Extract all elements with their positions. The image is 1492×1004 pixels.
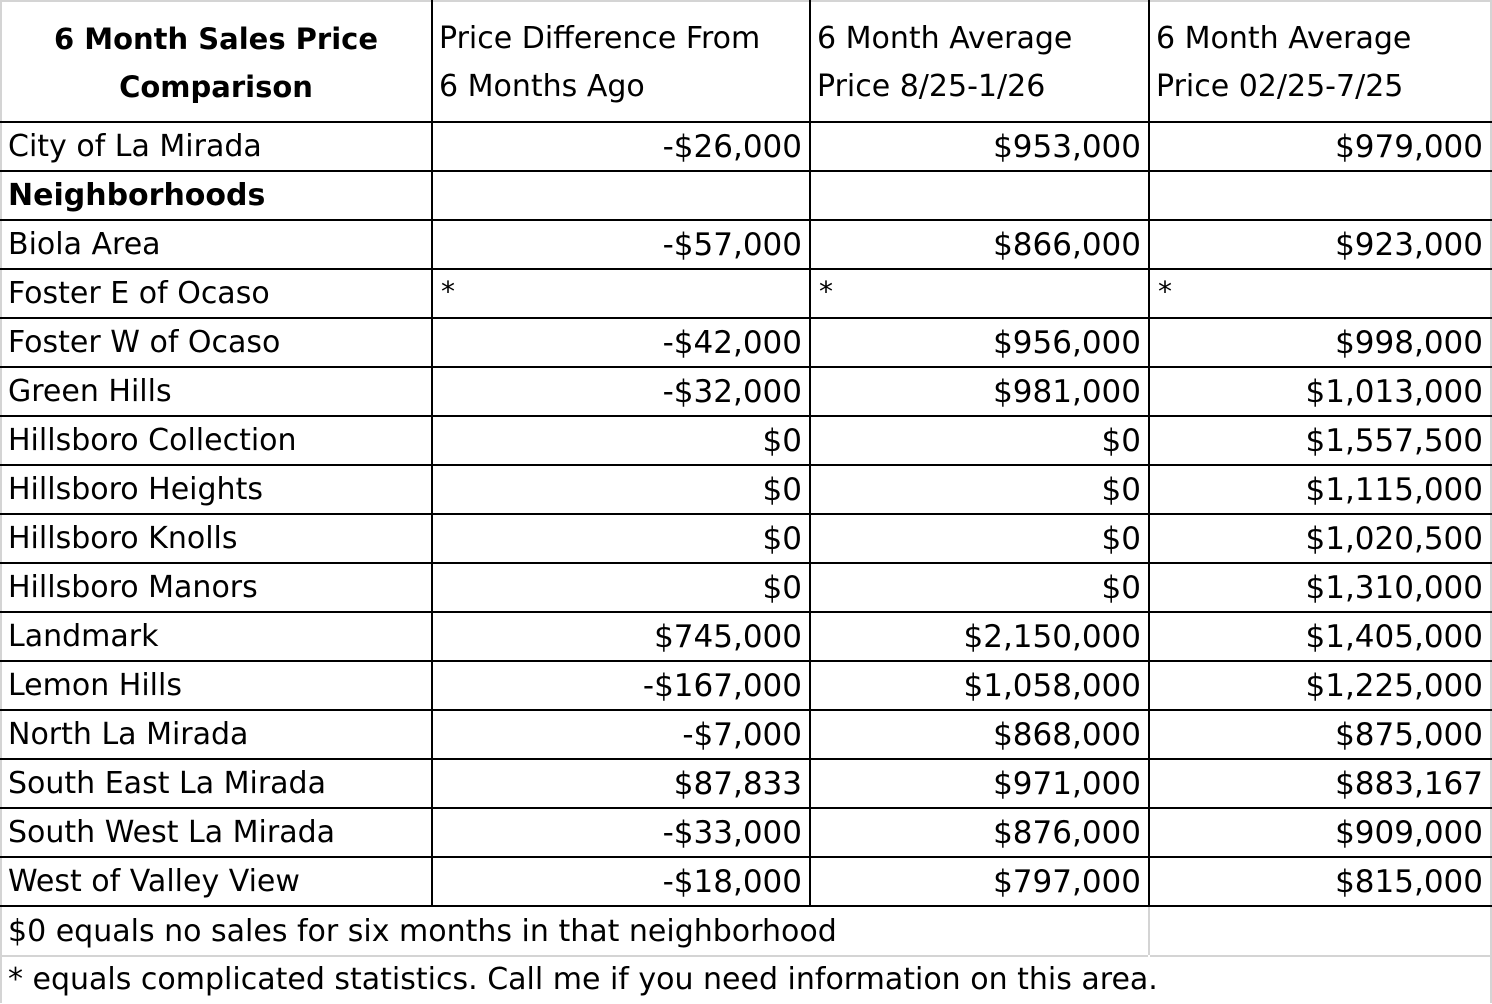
price-difference-cell: * — [441, 275, 455, 308]
price-difference-cell: -$7,000 — [682, 717, 802, 753]
row-divider — [0, 856, 1492, 858]
header-average-prior-line2: Price 02/25-7/25 — [1156, 69, 1404, 104]
neighborhood-name: South West La Mirada — [8, 815, 336, 850]
average-prior-cell: $1,225,000 — [1305, 668, 1483, 704]
average-recent-cell: * — [819, 275, 833, 308]
column-divider — [809, 0, 811, 907]
neighborhood-name: City of La Mirada — [8, 129, 262, 164]
price-difference-cell: $0 — [762, 472, 802, 508]
average-recent-cell: $956,000 — [993, 325, 1141, 361]
column-divider — [1148, 907, 1150, 955]
neighborhood-name: Hillsboro Collection — [8, 423, 297, 458]
average-prior-cell: $875,000 — [1335, 717, 1483, 753]
header-price-difference-line2: 6 Months Ago — [439, 69, 645, 104]
header-average-recent-line2: Price 8/25-1/26 — [817, 69, 1046, 104]
row-divider — [0, 0, 1492, 2]
price-difference-cell: $745,000 — [654, 619, 802, 655]
row-divider — [0, 317, 1492, 319]
average-recent-cell: $0 — [1101, 423, 1141, 459]
average-recent-cell: $981,000 — [993, 374, 1141, 410]
section-label: Neighborhoods — [8, 178, 266, 213]
average-prior-cell: $1,013,000 — [1305, 374, 1483, 410]
row-divider — [0, 905, 1492, 907]
row-divider — [1150, 955, 1492, 957]
row-divider — [0, 513, 1492, 515]
header-comparison-line2: Comparison — [119, 70, 313, 104]
row-divider — [0, 807, 1492, 809]
neighborhood-name: Landmark — [8, 619, 159, 654]
row-divider — [0, 562, 1492, 564]
average-prior-cell: $1,115,000 — [1305, 472, 1483, 508]
row-divider — [0, 955, 1148, 957]
neighborhood-name: Biola Area — [8, 227, 161, 262]
neighborhood-name: Lemon Hills — [8, 668, 182, 703]
price-difference-cell: -$57,000 — [662, 227, 802, 263]
neighborhood-name: Foster W of Ocaso — [8, 325, 281, 360]
average-prior-cell: * — [1158, 275, 1172, 308]
header-price-difference — [433, 15, 809, 115]
average-recent-cell: $0 — [1101, 521, 1141, 557]
average-recent-cell: $1,058,000 — [963, 668, 1141, 704]
average-recent-cell: $2,150,000 — [963, 619, 1141, 655]
note-zero-sales: $0 equals no sales for six months in that neighborhood — [8, 914, 837, 949]
header-comparison — [2, 15, 430, 115]
column-divider — [1148, 0, 1150, 907]
header-comparison-line1: 6 Month Sales Price — [53, 22, 379, 56]
average-prior-cell: $1,310,000 — [1305, 570, 1483, 606]
average-recent-cell: $876,000 — [993, 815, 1141, 851]
row-divider — [0, 660, 1492, 662]
average-recent-cell: $971,000 — [993, 766, 1141, 802]
average-prior-cell: $979,000 — [1335, 129, 1483, 165]
header-average-recent — [811, 15, 1148, 115]
header-price-difference-line1: Price Difference From — [439, 21, 761, 56]
row-divider — [0, 415, 1492, 417]
average-prior-cell: $909,000 — [1335, 815, 1483, 851]
average-recent-cell — [811, 172, 1147, 221]
price-difference-cell: $87,833 — [673, 766, 802, 802]
average-prior-cell: $1,405,000 — [1305, 619, 1483, 655]
average-prior-cell: $923,000 — [1335, 227, 1483, 263]
neighborhood-name: Hillsboro Heights — [8, 472, 263, 507]
neighborhood-name: Hillsboro Manors — [8, 570, 258, 605]
average-prior-cell: $1,557,500 — [1305, 423, 1483, 459]
average-recent-cell: $0 — [1101, 570, 1141, 606]
row-divider — [0, 366, 1492, 368]
average-recent-cell: $866,000 — [993, 227, 1141, 263]
average-prior-cell — [1150, 172, 1489, 221]
header-average-prior-line1: 6 Month Average — [1156, 21, 1412, 56]
row-divider — [0, 219, 1492, 221]
price-difference-cell: -$42,000 — [662, 325, 802, 361]
neighborhood-name: North La Mirada — [8, 717, 249, 752]
price-difference-cell: -$26,000 — [662, 129, 802, 165]
price-difference-cell — [433, 172, 808, 221]
row-divider — [0, 709, 1492, 711]
average-prior-cell: $998,000 — [1335, 325, 1483, 361]
row-divider — [0, 268, 1492, 270]
average-prior-cell: $815,000 — [1335, 864, 1483, 900]
average-recent-cell: $868,000 — [993, 717, 1141, 753]
neighborhood-name: South East La Mirada — [8, 766, 326, 801]
column-divider — [0, 0, 2, 1003]
header-average-prior — [1150, 15, 1490, 115]
neighborhood-name: West of Valley View — [8, 864, 300, 899]
average-prior-cell: $1,020,500 — [1305, 521, 1483, 557]
average-recent-cell: $953,000 — [993, 129, 1141, 165]
price-difference-cell: -$167,000 — [642, 668, 802, 704]
row-divider — [0, 121, 1492, 123]
price-difference-cell: $0 — [762, 423, 802, 459]
header-average-recent-line1: 6 Month Average — [817, 21, 1073, 56]
price-difference-cell: -$33,000 — [662, 815, 802, 851]
average-recent-cell: $0 — [1101, 472, 1141, 508]
row-divider — [0, 170, 1492, 172]
neighborhood-name: Green Hills — [8, 374, 172, 409]
row-divider — [0, 464, 1492, 466]
price-difference-cell: $0 — [762, 570, 802, 606]
row-divider — [0, 758, 1492, 760]
price-difference-cell: -$18,000 — [662, 864, 802, 900]
note-complicated-statistics: * equals complicated statistics. Call me if you need information on this area. — [8, 962, 1158, 997]
neighborhood-name: Hillsboro Knolls — [8, 521, 238, 556]
neighborhood-name: Foster E of Ocaso — [8, 276, 270, 311]
column-divider — [431, 0, 433, 907]
price-difference-cell: -$32,000 — [662, 374, 802, 410]
average-prior-cell: $883,167 — [1335, 766, 1483, 802]
row-divider — [0, 611, 1492, 613]
average-recent-cell: $797,000 — [993, 864, 1141, 900]
price-difference-cell: $0 — [762, 521, 802, 557]
